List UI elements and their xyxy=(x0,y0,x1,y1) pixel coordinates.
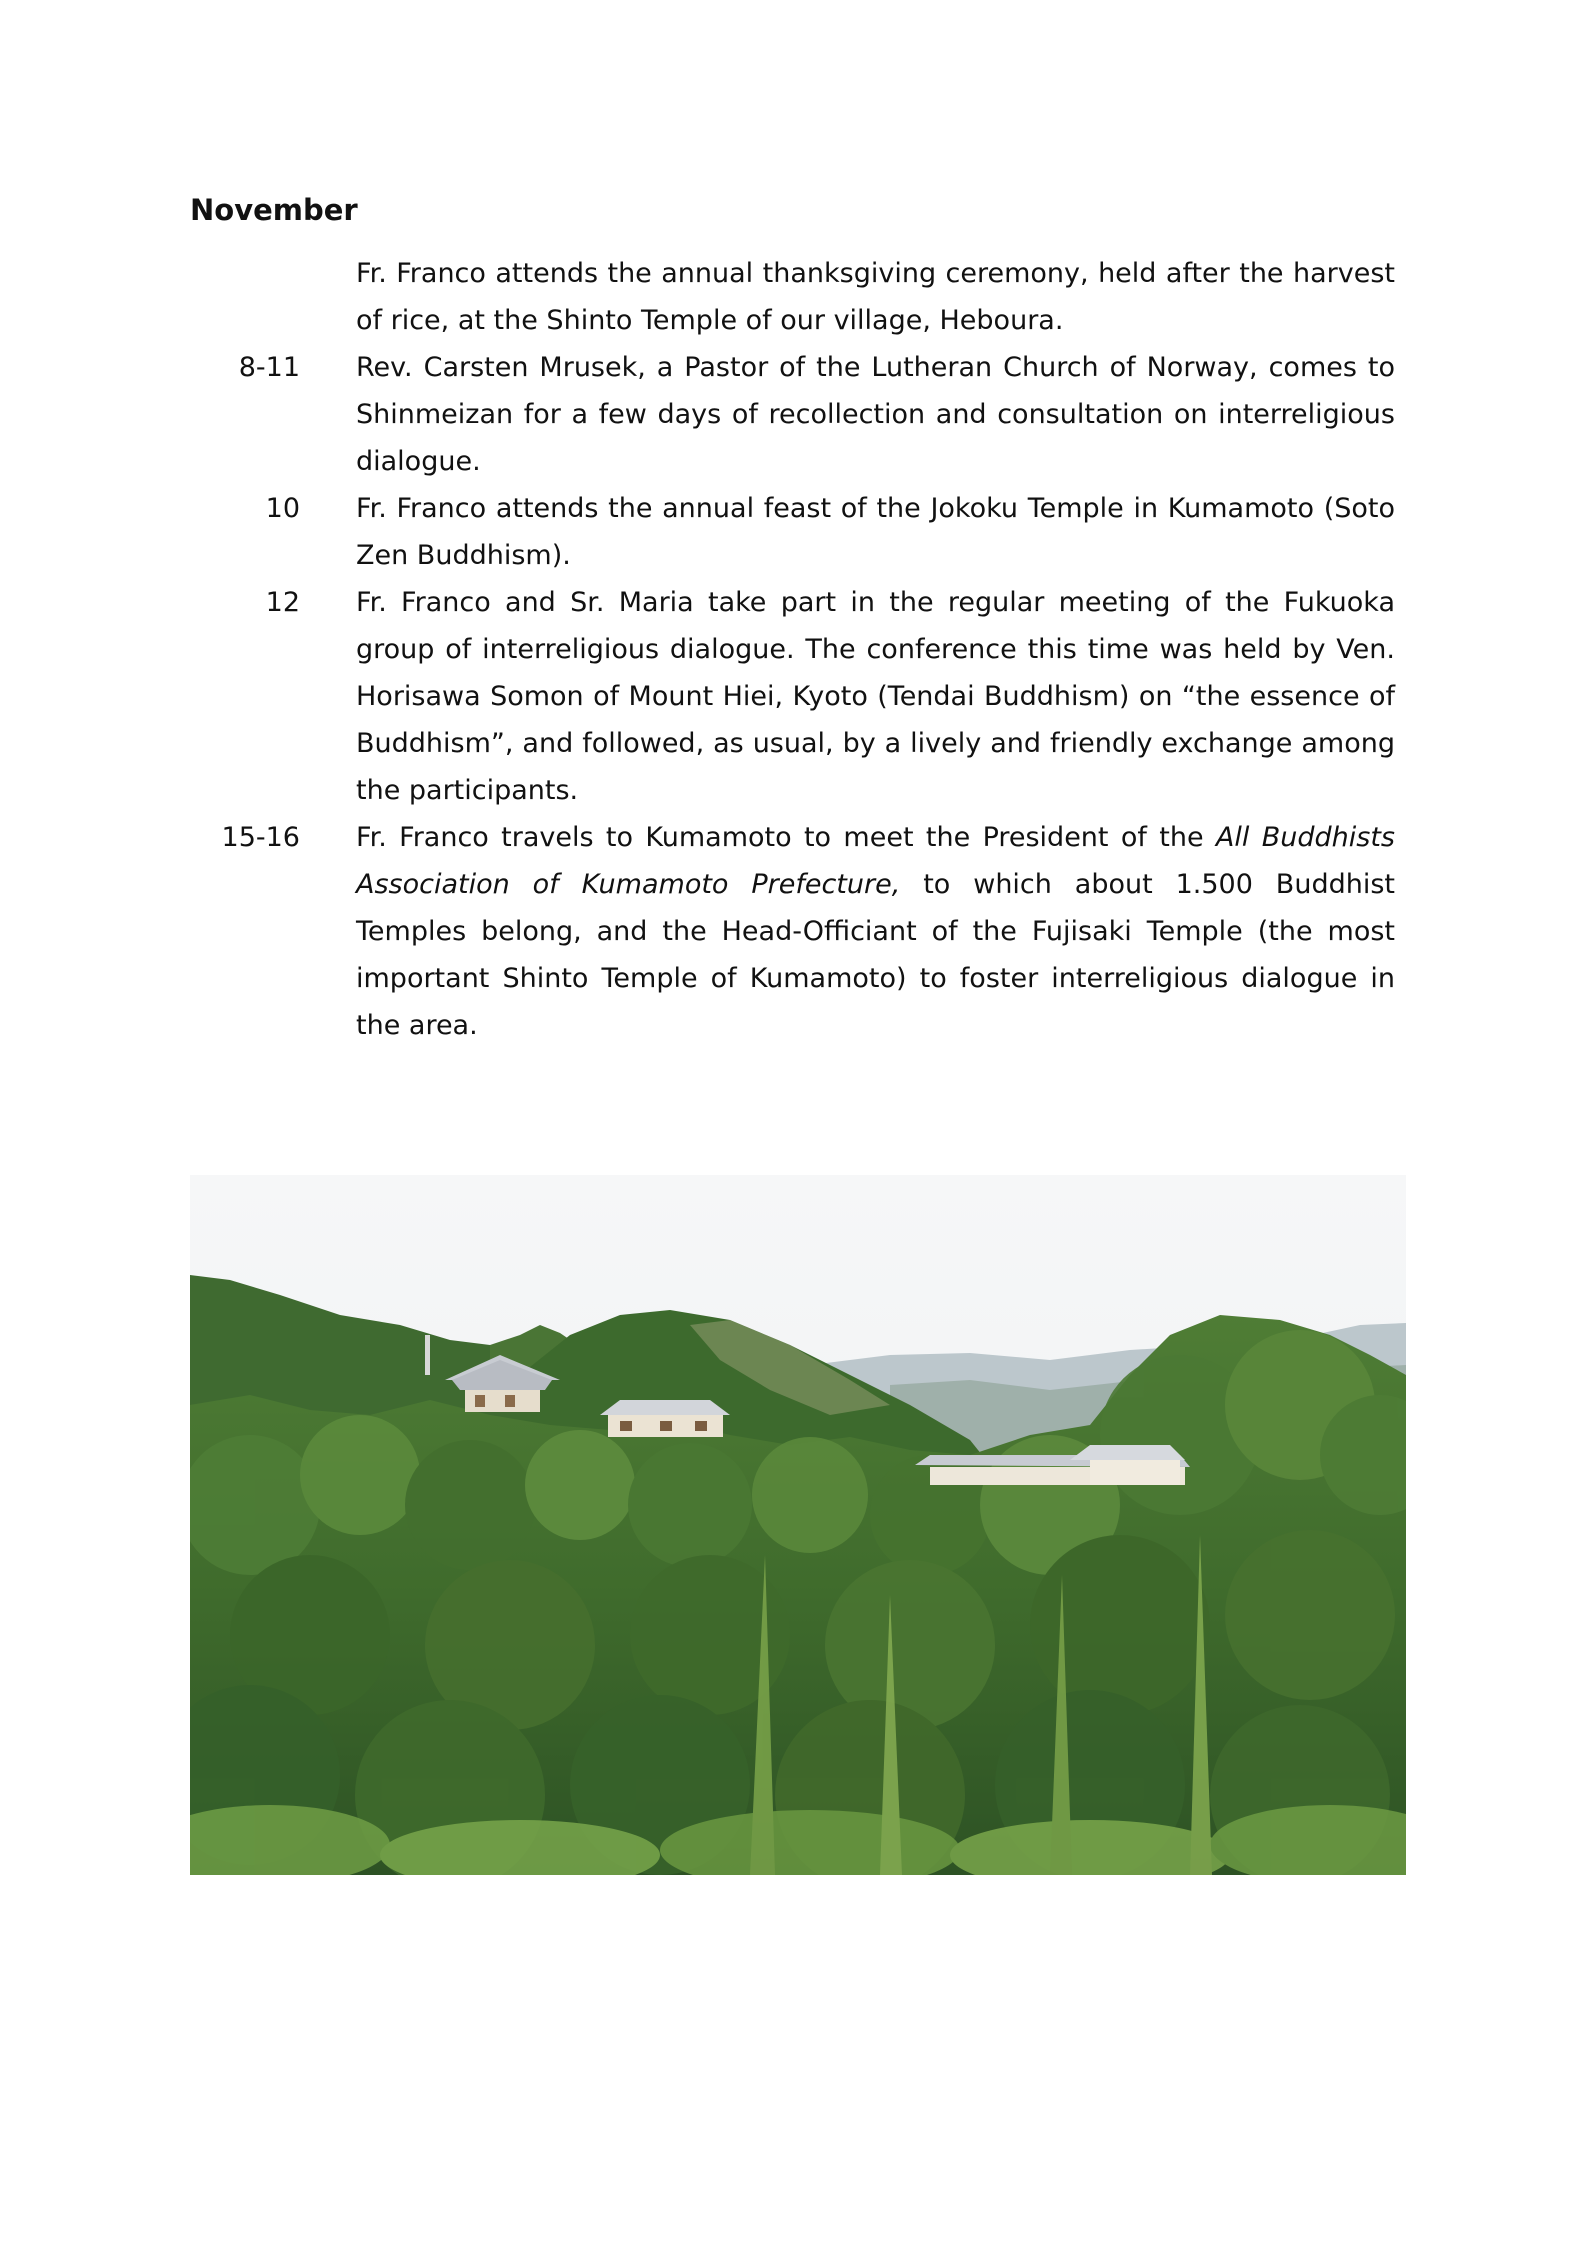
association-name: All Buddhists Association of Kumamoto Prefecture, xyxy=(356,822,1395,900)
list-item xyxy=(190,814,1395,1049)
list-item xyxy=(190,485,1395,579)
list-item xyxy=(190,250,1395,344)
landscape-photo xyxy=(190,1175,1406,1875)
entry-text: Fr. Franco attends the annual feast of the Jokoku Temple in Kumamoto (Soto Zen Buddhism). xyxy=(356,493,1395,571)
entry-list xyxy=(190,250,1395,1049)
entry-date: 8-11 xyxy=(238,352,300,383)
entry-date: 10 xyxy=(265,493,300,524)
entry-text: Fr. Franco and Sr. Maria take part in the regular meeting of the Fukuoka group of interreligious dialogue. The conference this time was held by Ven. Horisawa Somon of Mount Hiei, Kyoto (Tendai Buddhism) on “the essence of Buddhism”, and followed, as usual, by a lively and friendly exchange among the participants. xyxy=(356,587,1395,806)
lodge-building xyxy=(600,1400,730,1437)
list-item xyxy=(190,579,1395,814)
entry-text: Rev. Carsten Mrusek, a Pastor of the Lutheran Church of Norway, comes to Shinmeizan for a few days of recollection and consultation on interreligious dialogue. xyxy=(356,352,1395,477)
list-item xyxy=(190,344,1395,485)
entry-text-start: Fr. Franco travels to Kumamoto to meet the President of the xyxy=(356,822,1216,853)
entry-text xyxy=(356,814,1395,1049)
entry-date: 15-16 xyxy=(221,822,300,853)
entry-text: Fr. Franco attends the annual thanksgiving ceremony, held after the harvest of rice, at the Shinto Temple of our village, Heboura. xyxy=(356,258,1395,336)
landscape-illustration xyxy=(190,1175,1406,1875)
entry-date: 12 xyxy=(265,587,300,618)
section-title: November xyxy=(190,193,358,227)
chimney xyxy=(425,1335,430,1375)
entry-text-end: to which about 1.500 Buddhist Temples belong, and the Head-Officiant of the Fujisaki Temple (the most important Shinto Temple of Kumamoto) to foster interreligious dialogue in the area. xyxy=(356,869,1395,1041)
